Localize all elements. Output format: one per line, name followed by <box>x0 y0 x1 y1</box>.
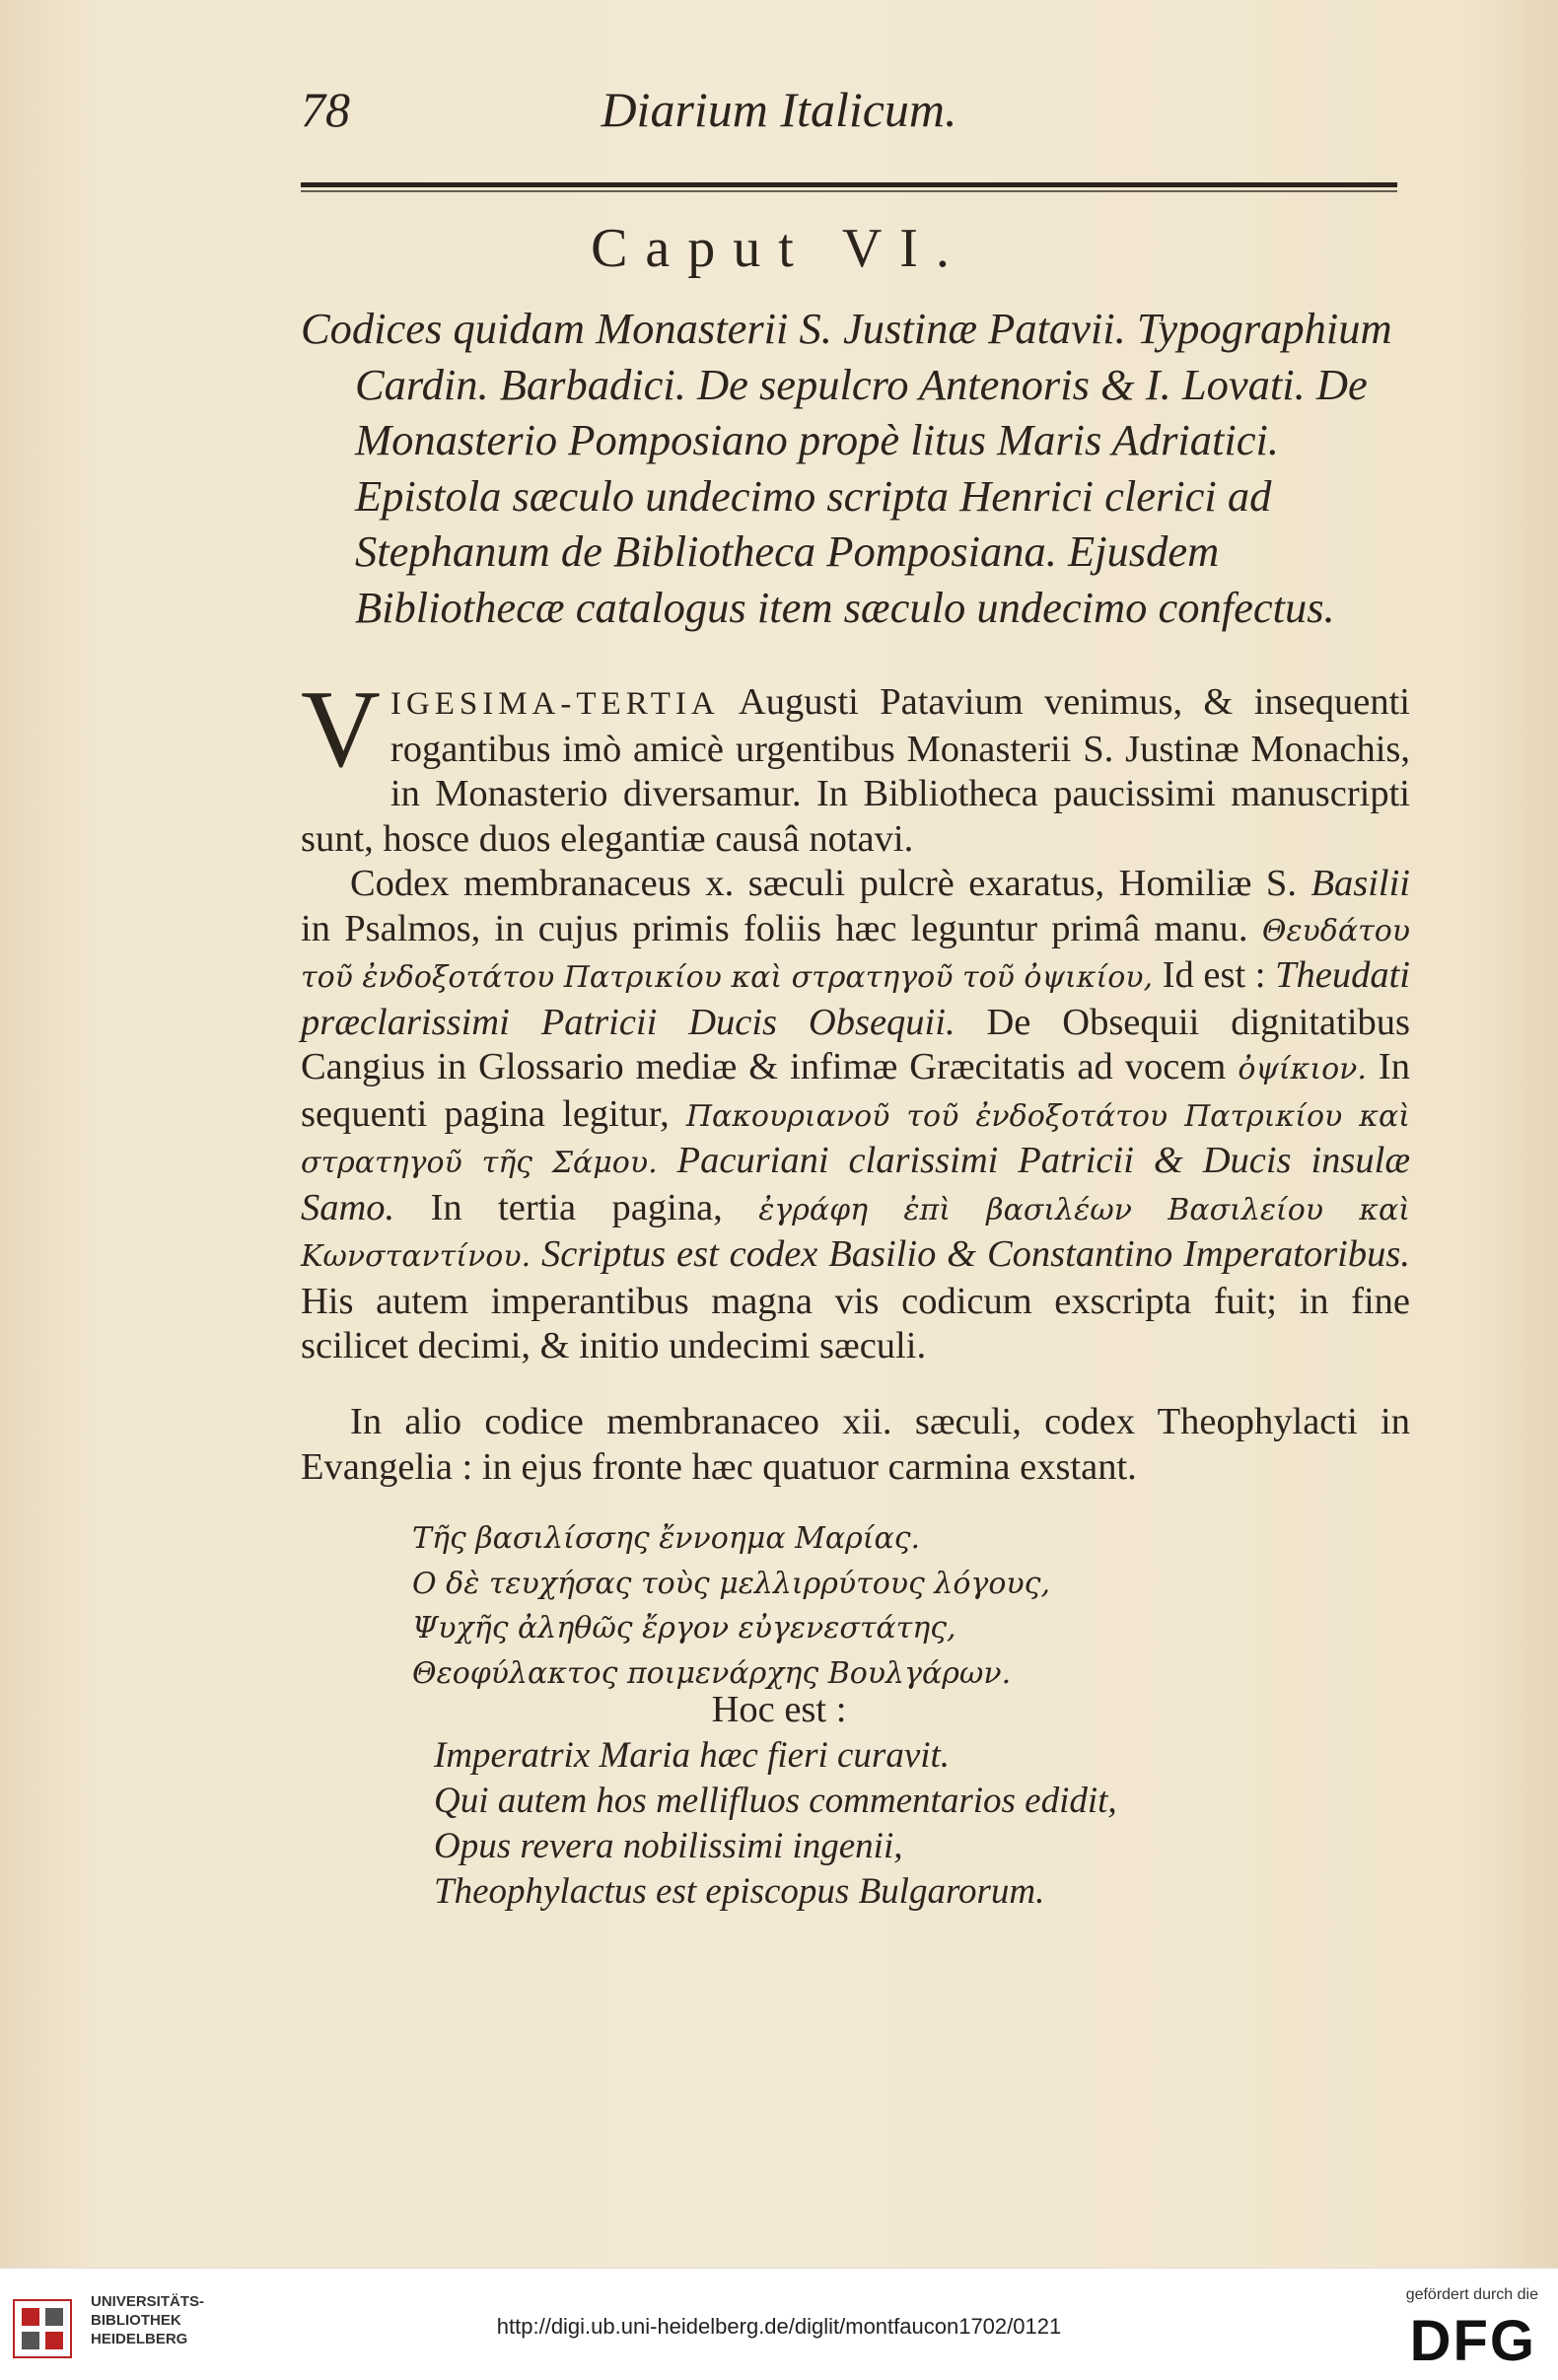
p2-italic-basilii: Basilii <box>1310 863 1410 904</box>
footer-bar <box>0 2268 1558 2380</box>
chapter-summary <box>301 301 1405 635</box>
chapter-title: Caput VI. <box>591 218 967 279</box>
greek-verses <box>412 1516 1398 1696</box>
p2-text-5: In sequenti pagina legitur, <box>301 1046 1410 1135</box>
latin-verse-line: Opus revera nobilissimi ingenii, <box>434 1826 903 1866</box>
p2-greek-4: ἐγράφη ἐπὶ βασιλέων Βασιλείου καὶ Κωνσταντίνου. <box>301 1192 1411 1274</box>
summary-first-line: Codices quidam Monasterii S. Justinæ Patavii. Typographium <box>301 304 1392 353</box>
page-number: 78 <box>301 82 350 137</box>
p2-italic-4: Scriptus est codex Basilio & Constantino Imperatoribus. <box>531 1233 1410 1275</box>
library-name-line: UNIVERSITÄTS- <box>91 2293 205 2310</box>
summary-rest: Cardin. Barbadici. De sepulcro Antenoris & I. Lovati. De Monasterio Pomposiano propè litus Maris Adriatici. Epistola sæculo undecimo scripta Henrici clerici ad Stephanum de Bibliotheca Pomposiana. Ejusdem Bibliothecæ catalogus item sæculo undecimo confectus. <box>355 359 1368 632</box>
latin-verse-line: Theophylactus est episcopus Bulgarorum. <box>434 1871 1045 1912</box>
library-name-line: BIBLIOTHEK <box>91 2312 181 2329</box>
drop-cap: V <box>301 668 381 791</box>
paragraph-3: In alio codice membranaceo xii. sæculi, codex Theophylacti in Evangelia : in ejus fronte hæc quatuor carmina exstant. <box>301 1401 1410 1488</box>
permalink-url[interactable]: http://digi.ub.uni-heidelberg.de/diglit/montfaucon1702/0121 <box>496 2314 1062 2339</box>
latin-verse-line: Imperatrix Maria hæc fieri curavit. <box>434 1735 951 1776</box>
p2-text-6: In tertia pagina, <box>394 1186 759 1228</box>
paragraph-2 <box>301 862 1410 1369</box>
dfg-logo: DFG <box>1409 2309 1536 2373</box>
p2-text-3: Id est : <box>1153 954 1276 996</box>
p2-greek-2: ὀψίκιον. <box>1238 1052 1367 1086</box>
latin-verse-line: Qui autem hos mellifluos commentarios edidit, <box>434 1781 1117 1821</box>
p2-italic-2: Theudati præclarissimi Patricii Ducis Obsequii. <box>301 954 1410 1043</box>
smallcaps-opening: IGESIMA-TERTIA <box>390 686 720 722</box>
library-name-line: HEIDELBERG <box>91 2331 188 2347</box>
hoc-est-label: Hoc est : <box>711 1689 847 1730</box>
greek-verse-line: Θεοφύλακτος ποιμενάρχης Βουλγάρων. <box>412 1655 1012 1691</box>
p2-italic-3: Pacuriani clarissimi Patricii & Ducis insulæ Samo. <box>301 1140 1410 1228</box>
p2-text-4: De Obsequii dignitatibus Cangius in Glossario mediæ & infimæ Græcitatis ad vocem <box>301 1001 1410 1087</box>
running-title: Diarium Italicum. <box>601 82 957 137</box>
latin-verses <box>434 1733 1420 1915</box>
header-rule-thin <box>301 190 1397 192</box>
greek-verse-line: Ψυχῆς ἀληθῶς ἔργον εὐγενεστάτης, <box>412 1611 956 1645</box>
paragraph-1-text: Augusti Patavium venimus, & insequenti rogantibus imò amicè urgentibus Monasterii S. Justinæ Monachis, in Monasterio diversamur. In Bibliotheca paucissimi manuscripti sunt, hosce duos elegantiæ causâ notavi. <box>301 681 1410 860</box>
greek-verse-line: Ο δὲ τευχήσας τοὺς μελλιρρύτους λόγους, <box>412 1566 1050 1601</box>
p2-text-1: Codex membranaceus x. sæculi pulcrè exaratus, Homiliæ S. <box>350 863 1311 904</box>
greek-verse-line: Τῆς βασιλίσσης ἔννοημα Μαρίας. <box>412 1521 921 1556</box>
p2-greek-3: Πακουριανοῦ τοῦ ἐνδοξοτάτου Πατρικίου καὶ στρατηγοῦ τῆς Σάμου. <box>301 1098 1410 1180</box>
p2-text-2: in Psalmos, in cujus primis foliis hæc leguntur primâ manu. <box>301 907 1262 949</box>
funder-caption: gefördert durch die <box>1405 2286 1538 2303</box>
header-rule <box>301 182 1397 187</box>
paragraph-1 <box>301 668 1411 1369</box>
p2-text-7: His autem imperantibus magna vis codicum exscripta fuit; in fine scilicet decimi, & initio undecimi sæculi. <box>301 1280 1410 1366</box>
p2-greek-1: Θευδάτου τοῦ ἐνδοξοτάτου Πατρικίου καὶ στρατηγοῦ τοῦ ὀψικίου, <box>301 913 1410 995</box>
